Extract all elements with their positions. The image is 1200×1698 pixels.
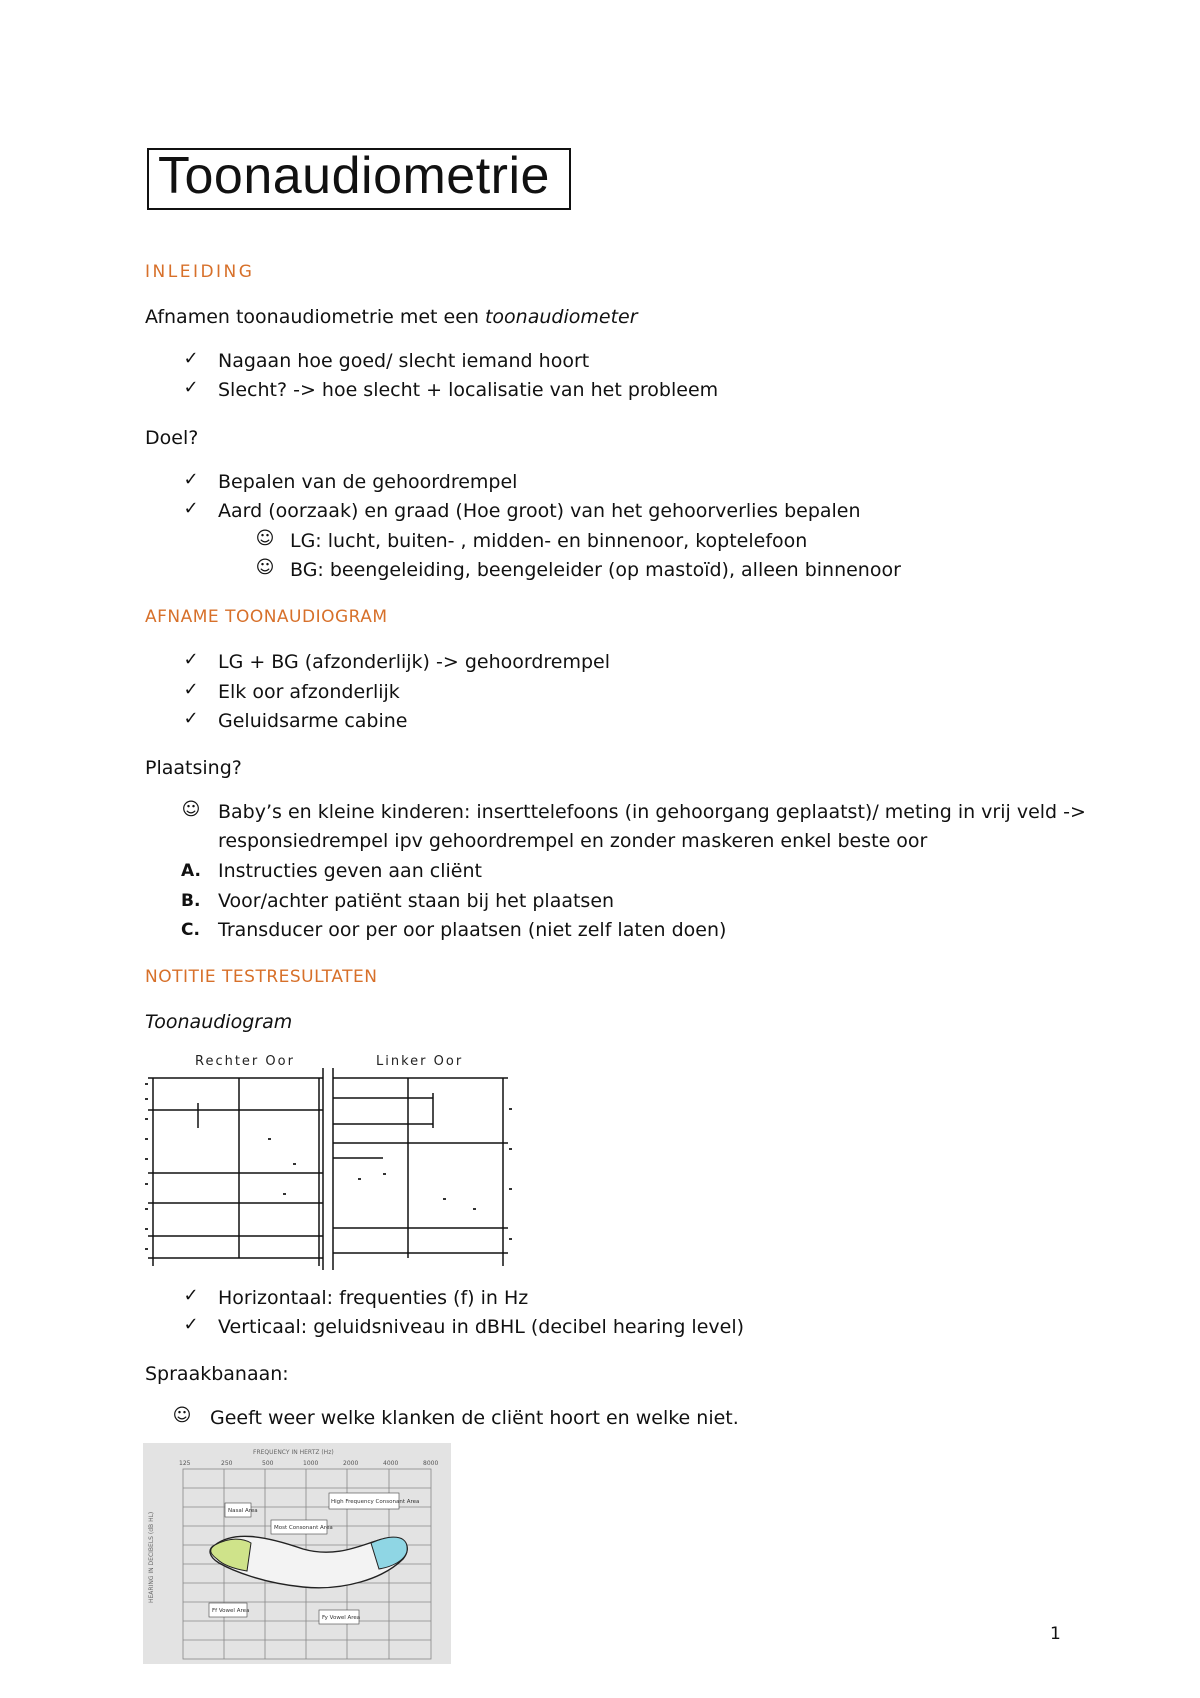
freq-tick: 500 xyxy=(262,1460,274,1467)
subheading-toonaudiogram: Toonaudiogram xyxy=(145,1011,293,1033)
check-icon: ✓ xyxy=(183,498,199,519)
area-label: Most Consonant Area xyxy=(274,1525,333,1531)
grid-dots xyxy=(145,1083,512,1250)
intro-text: Afnamen toonaudiometrie met een xyxy=(145,306,485,328)
right-ear-label: Rechter Oor xyxy=(195,1054,295,1069)
audiogram-figure xyxy=(143,1048,515,1273)
list-item: Instructies geven aan cliënt xyxy=(218,860,482,882)
check-icon: ✓ xyxy=(183,649,199,670)
section-heading-notitie: NOTITIE TESTRESULTATEN xyxy=(145,967,378,987)
list-item: Geeft weer welke klanken de cliënt hoort en welke niet. xyxy=(210,1407,739,1429)
section-heading-afname: AFNAME TOONAUDIOGRAM xyxy=(145,607,388,627)
list-item: LG + BG (afzonderlijk) -> gehoordrempel xyxy=(218,651,611,673)
list-item: BG: beengeleiding, beengeleider (op mastoïd), alleen binnenoor xyxy=(290,559,901,581)
db-label: HEARING IN DECIBELS (dB HL) xyxy=(148,1511,155,1603)
list-item: Verticaal: geluidsniveau in dBHL (decibel hearing level) xyxy=(218,1316,745,1338)
smiley-icon: ☺ xyxy=(255,528,275,549)
spraak-label: Spraakbanaan: xyxy=(145,1363,289,1385)
freq-tick: 1000 xyxy=(303,1460,319,1467)
check-icon: ✓ xyxy=(183,469,199,490)
area-label: Fy Vowel Area xyxy=(322,1615,361,1621)
list-item-continuation: responsiedrempel ipv gehoordrempel en zonder maskeren enkel beste oor xyxy=(218,830,928,852)
area-label: Ff Vowel Area xyxy=(212,1608,250,1614)
list-item: Baby’s en kleine kinderen: inserttelefoons (in gehoorgang geplaatst)/ meting in vrij veld -> xyxy=(218,801,1086,823)
plaatsing-label: Plaatsing? xyxy=(145,757,242,779)
list-item: LG: lucht, buiten- , midden- en binnenoor, koptelefoon xyxy=(290,530,808,552)
left-ear-grid xyxy=(333,1068,508,1270)
check-icon: ✓ xyxy=(183,708,199,729)
freq-tick: 8000 xyxy=(423,1460,439,1467)
freq-tick: 125 xyxy=(179,1460,191,1467)
right-ear-grid xyxy=(148,1068,323,1270)
freq-tick: 250 xyxy=(221,1460,233,1467)
page-title: Toonaudiometrie xyxy=(158,147,550,205)
list-letter: C. xyxy=(181,920,200,940)
list-item: Voor/achter patiënt staan bij het plaatsen xyxy=(218,890,615,912)
list-item: Aard (oorzaak) en graad (Hoe groot) van het gehoorverlies bepalen xyxy=(218,500,861,522)
smiley-icon: ☺ xyxy=(255,557,275,578)
list-letter: A. xyxy=(181,861,201,881)
list-item: Horizontaal: frequenties (f) in Hz xyxy=(218,1287,529,1309)
intro-italic: toonaudiometer xyxy=(484,306,638,328)
list-item: Slecht? -> hoe slecht + localisatie van het probleem xyxy=(218,379,719,401)
check-icon: ✓ xyxy=(183,1285,199,1306)
area-label: Nasal Area xyxy=(228,1508,258,1514)
left-ear-label: Linker Oor xyxy=(376,1054,464,1069)
check-icon: ✓ xyxy=(183,679,199,700)
list-item: Nagaan hoe goed/ slecht iemand hoort xyxy=(218,350,590,372)
check-icon: ✓ xyxy=(183,377,199,398)
page-number: 1 xyxy=(1050,1624,1061,1644)
smiley-icon: ☺ xyxy=(172,1405,192,1426)
intro-line xyxy=(145,306,638,328)
list-item: Bepalen van de gehoordrempel xyxy=(218,471,518,493)
speech-banana-figure xyxy=(143,1443,451,1664)
frequency-label: FREQUENCY IN HERTZ (Hz) xyxy=(253,1449,334,1456)
freq-tick: 4000 xyxy=(383,1460,399,1467)
list-item: Geluidsarme cabine xyxy=(218,710,408,732)
list-letter: B. xyxy=(181,891,201,911)
list-item: Elk oor afzonderlijk xyxy=(218,681,400,703)
doel-label: Doel? xyxy=(145,427,199,449)
smiley-icon: ☺ xyxy=(181,799,201,820)
area-label: High Frequency Consonant Area xyxy=(331,1499,420,1505)
freq-tick: 2000 xyxy=(343,1460,359,1467)
check-icon: ✓ xyxy=(183,348,199,369)
check-icon: ✓ xyxy=(183,1314,199,1335)
list-item: Transducer oor per oor plaatsen (niet zelf laten doen) xyxy=(218,919,727,941)
section-heading-inleiding: INLEIDING xyxy=(145,262,255,282)
